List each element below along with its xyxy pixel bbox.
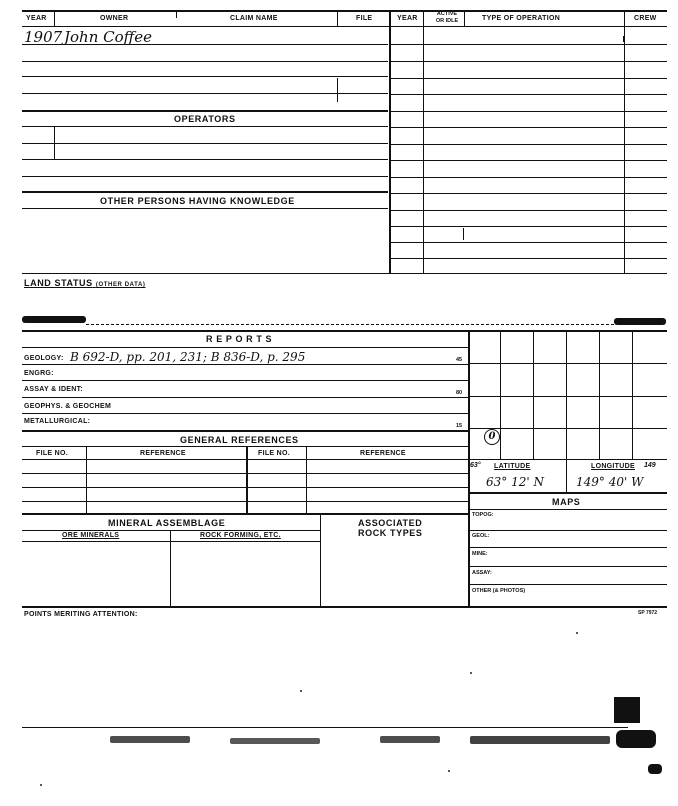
col-div-crew: [624, 10, 625, 274]
header-year: YEAR: [26, 15, 47, 22]
maps-geol: GEOL:: [472, 533, 490, 539]
owner-file-divider: [337, 78, 338, 102]
grid-col-3: [566, 331, 567, 459]
gen-ref-top: [22, 430, 468, 432]
reports-top: [22, 330, 667, 332]
grid-row-4: [468, 459, 667, 460]
reports-underline: [22, 347, 468, 348]
smudge-left: [22, 316, 86, 323]
speck-3: [300, 690, 302, 692]
op-row-4: [389, 94, 667, 95]
gen-ref-row-3: [22, 501, 468, 502]
engrg-label: ENGRG:: [24, 370, 54, 377]
scan-blob-6: [648, 764, 662, 774]
reports-row-4: [22, 413, 468, 414]
op-row-7: [389, 144, 667, 145]
longitude-suffix: 149: [644, 462, 656, 469]
operators-divider: [54, 127, 55, 159]
reports-num-80: 80: [456, 390, 463, 396]
owner-row-line-4: [22, 93, 388, 94]
grid-circled-mark: 0: [484, 429, 500, 445]
gen-ref-row-2: [22, 487, 468, 488]
mineral-top: [22, 513, 468, 515]
gen-ref-row-1: [22, 473, 468, 474]
mineral-title: MINERAL ASSEMBLAGE: [108, 518, 226, 528]
op-row-2: [389, 61, 667, 62]
smudge-line: [86, 324, 614, 325]
reports-row-3: [22, 397, 468, 398]
col-div-year2: [423, 10, 424, 274]
header-or-idle: OR IDLE: [435, 18, 459, 24]
scan-blob-4: [470, 736, 610, 744]
header-crew: CREW: [634, 15, 657, 22]
header-active: ACTIVE: [436, 11, 458, 17]
points-meriting-attention: POINTS MERITING ATTENTION:: [24, 611, 138, 618]
mineral-bottom: [22, 606, 667, 608]
maps-row-2: [468, 547, 667, 548]
speck-1: [576, 632, 578, 634]
scan-blob-5: [616, 730, 656, 748]
gen-ref-col-3: [306, 447, 307, 513]
longitude-value: 149° 40' W: [576, 475, 644, 489]
operators-title: OPERATORS: [174, 114, 236, 124]
col-div-main: [389, 10, 391, 274]
mineral-head-line: [22, 541, 320, 542]
col-div-owner: [176, 10, 177, 18]
op-row-10: [389, 193, 667, 194]
top-border: [22, 10, 667, 12]
lat-long-bottom: [468, 492, 667, 494]
header-file: FILE: [356, 15, 373, 22]
op-row-13: [389, 242, 667, 243]
scan-blob-2: [230, 738, 320, 744]
gen-ref-reference-2: REFERENCE: [360, 450, 406, 457]
op-row-1: [389, 44, 667, 45]
scan-square: [614, 697, 640, 723]
maps-row-1: [468, 530, 667, 531]
op-tick-1: [463, 228, 464, 240]
maps-assay: ASSAY:: [472, 570, 492, 576]
scan-blob-1: [110, 736, 190, 743]
associated-1: ASSOCIATED: [358, 518, 423, 528]
gen-ref-title: GENERAL REFERENCES: [180, 435, 299, 445]
associated-2: ROCK TYPES: [358, 528, 423, 538]
entry-year: 1907: [24, 28, 63, 46]
longitude-label: LONGITUDE: [591, 463, 635, 470]
bottom-scan-line: [22, 727, 628, 728]
other-persons-top: [22, 191, 388, 193]
reports-num-15: 15: [456, 423, 463, 429]
maps-underline: [468, 509, 667, 510]
op-row-12: [389, 226, 667, 227]
col-div-claim: [337, 10, 338, 26]
col-div-year: [54, 10, 55, 26]
speck-4: [40, 784, 42, 786]
op-row-8: [389, 160, 667, 161]
op-tick-2: [623, 36, 624, 42]
rock-forming: ROCK FORMING, ETC.: [200, 532, 281, 539]
maps-mine: MINE:: [472, 551, 488, 557]
geology-label: GEOLOGY:: [24, 355, 64, 362]
latitude-prefix: 63°: [470, 462, 481, 469]
reports-row-1: [22, 364, 468, 365]
op-row-14: [389, 258, 667, 259]
other-persons-title: OTHER PERSONS HAVING KNOWLEDGE: [100, 196, 295, 206]
operators-top: [22, 110, 388, 112]
col-div-active: [464, 10, 465, 26]
header-owner: OWNER: [100, 15, 129, 22]
header-type-of-operation: TYPE OF OPERATION: [482, 15, 561, 22]
other-persons-underline: [22, 208, 388, 209]
scan-blob-3: [380, 736, 440, 743]
grid-col-4: [599, 331, 600, 459]
op-row-5: [389, 111, 667, 112]
reports-row-2: [22, 380, 468, 381]
speck-2: [470, 672, 472, 674]
latitude-value: 63° 12' N: [486, 475, 544, 489]
metallurgical-label: METALLURGICAL:: [24, 418, 91, 425]
maps-title: MAPS: [552, 497, 581, 507]
ore-minerals: ORE MINERALS: [62, 532, 120, 539]
land-status-title: [24, 278, 146, 288]
mineral-col-1: [170, 531, 171, 607]
entry-owner: John Coffee: [64, 28, 153, 46]
geology-value: B 692-D, pp. 201, 231; B 836-D, p. 295: [70, 350, 306, 364]
land-status-sub: (OTHER DATA): [95, 282, 146, 288]
gen-ref-file-no-1: FILE NO.: [36, 450, 68, 457]
mineral-col-2: [320, 514, 321, 607]
owner-row-line-3: [22, 76, 388, 77]
operators-underline: [22, 126, 388, 127]
grid-col-5: [632, 331, 633, 459]
maps-row-3: [468, 566, 667, 567]
speck-5: [448, 770, 450, 772]
grid-col-1: [500, 331, 501, 459]
grid-row-2: [468, 396, 667, 397]
grid-row-3: [468, 428, 667, 429]
op-row-3: [389, 78, 667, 79]
gen-ref-underline: [22, 446, 468, 447]
maps-other: OTHER (& PHOTOS): [472, 588, 526, 594]
gen-ref-file-no-2: FILE NO.: [258, 450, 290, 457]
op-row-11: [389, 210, 667, 211]
reports-num-45: 45: [456, 357, 463, 363]
land-status-label: LAND STATUS: [24, 278, 93, 288]
latitude-label: LATITUDE: [494, 463, 531, 470]
header-underline: [22, 26, 667, 27]
owner-row-line-1: [22, 44, 388, 45]
op-row-9: [389, 177, 667, 178]
operators-row-2: [22, 159, 388, 160]
operators-row-1: [22, 143, 388, 144]
form-number: SP 7972: [638, 610, 658, 616]
header-year-2: YEAR: [397, 15, 418, 22]
assay-label: ASSAY & IDENT:: [24, 386, 84, 393]
smudge-right: [614, 318, 666, 325]
geophys-label: GEOPHYS. & GEOCHEM: [24, 403, 112, 410]
gen-ref-col-1: [86, 447, 87, 513]
gen-ref-reference-1: REFERENCE: [140, 450, 186, 457]
gen-ref-head-line: [22, 459, 468, 460]
grid-row-1: [468, 363, 667, 364]
op-row-6: [389, 127, 667, 128]
header-claim-name: CLAIM NAME: [230, 15, 278, 22]
gen-ref-col-2: [246, 447, 248, 513]
lat-long-divider: [566, 460, 567, 492]
land-status-top: [22, 273, 667, 274]
maps-topog: TOPOG:: [472, 512, 494, 518]
reports-title: R E P O R T S: [206, 334, 273, 344]
maps-row-4: [468, 584, 667, 585]
grid-col-2: [533, 331, 534, 459]
operators-row-3: [22, 176, 388, 177]
mineral-underline: [22, 530, 320, 531]
owner-row-line-2: [22, 61, 388, 62]
